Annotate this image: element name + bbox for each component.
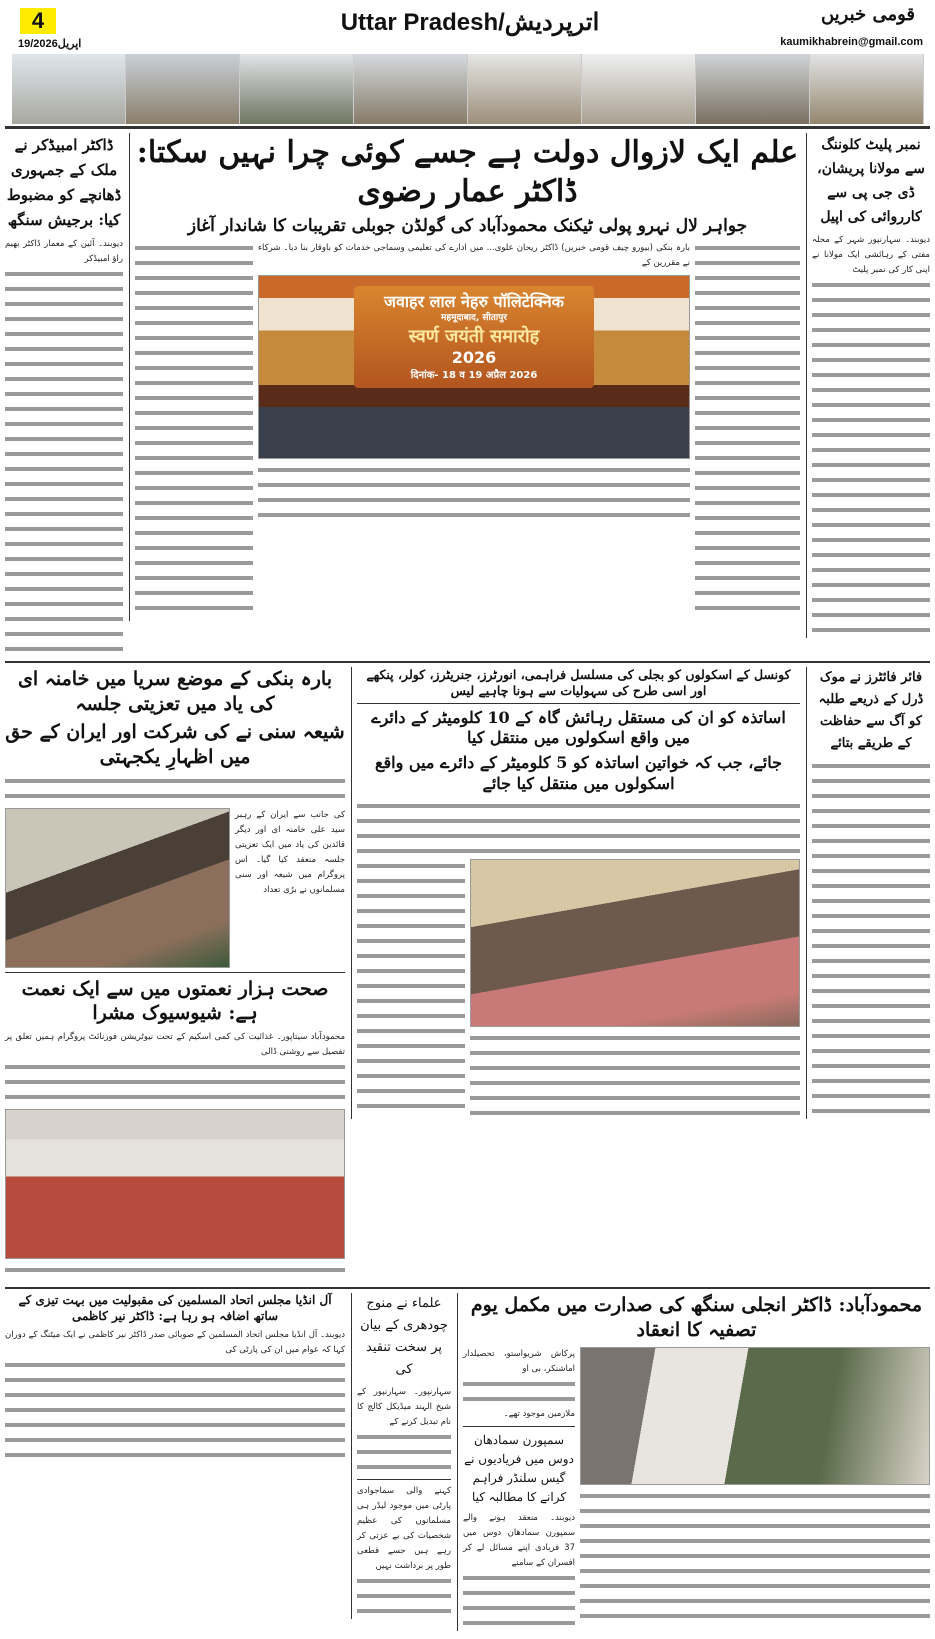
article-aimim-body [5,1358,345,1463]
article-sampoorn-lead: دیوبند۔ منعقد ہونے والے سمپورن سمادھان دوس میں 37 فریادی اپنے مسائل لے کر افسران کے سامنے [463,1512,575,1568]
monuments-banner [12,54,924,124]
main-headline: علم ایک لازوال دولت ہے جسے کوئی چرا نہیں سکتا: ڈاکٹر عمار رضوی [136,135,799,209]
left-column [5,133,123,657]
headline-number-plate: نمبر پلیٹ کلوننگ سے مولانا پریشان، ڈی جی پی سے کارروائی کی اپیل [817,137,925,225]
headline-aimim: آل انڈیا مجلس اتحاد المسلمین کی مقبولیت میں بہت تیزی کے ساتھ اضافہ ہو رہا ہے: ڈاکٹر نیر کاظمی [18,1293,332,1323]
main-article-col-left [135,241,253,621]
bottom-section [5,1293,930,1634]
article-mahmudabad-lead: پرکاش شریواستو، تحصیلدار اماشنکر، بی او [463,1348,575,1374]
main-article-col-bottom [258,463,690,523]
banner-line1: जवाहर लाल नेहरु पॉलिटेक्निक [384,292,564,312]
headline-ambedkar: ڈاکٹر امبیڈکر نے ملک کے جمہوری ڈھانچے کو مضبوط کیا: برجیش سنگھ [6,136,122,229]
article-council-body [357,799,800,859]
samadhan-diwas-meeting-photo [580,1347,930,1485]
headline-sampoorn: سمپورن سمادھان دوس میں فریادیوں نے گیس سلنڈر فراہم کرانے کا مطالبہ کیا [464,1432,574,1504]
banner-year: 2026 [451,347,497,367]
banner-line3: स्वर्ण जयंती समारोह [408,325,540,347]
article-number-plate-lead: دیوبند۔ سہارنپور شہر کے محلہ مفتی کے رہائشی ایک مولانا نے اپنی کار کی نمبر پلیٹ [812,235,930,275]
contact-email[interactable]: kaumikhabrein@gmail.com [780,36,923,48]
barabanki-health-column [5,667,345,1283]
headline-fire-drill: فائر فائٹرز نے موک ڈرل کے ذریعے طلبہ کو آگ سے حفاظت کے طریقے بتائے [818,670,924,751]
headline-teachers-transfer-2: جائے، جب کہ خواتین اساتذہ کو 5 کلومیٹر کے دائرے میں واقع اسکولوں میں منتقل کیا جائے [374,753,783,793]
article-council-col [357,859,465,1119]
article-barabanki-text: کی جانب سے ایران کے رہبر سید علی خامنہ ای اور دیگر قائدین کی یاد میں ایک تعزیتی جلسہ منعقد کیا گیا۔ اس پروگرام میں شیعہ اور سنی مسلمانوں نے بڑی تعداد [235,809,345,895]
article-barabanki-body [5,774,345,804]
headline-ulema: علماء نے منوج چودھری کے بیان پر سخت تنقید کی [360,1296,448,1378]
ulema-column [351,1293,451,1619]
issue-date: 19/اپریل2026 [18,38,82,50]
mahmudabad-body [463,1347,930,1631]
article-number-plate-body [812,278,930,638]
classroom-children-photo [470,859,800,1027]
event-banner [354,286,595,388]
article-ulema-body [357,1430,451,1475]
page-number: 4 [20,8,56,34]
newspaper-logo: قومی خبریں [820,4,915,25]
article-fire-drill-body [812,759,930,1119]
council-column [351,667,800,1119]
headline-barabanki: بارہ بنکی کے موضع سریا میں خامنہ ای کی یاد میں تعزیتی جلسہ [17,668,333,715]
article-health-lead: محمودآباد سیتاپور۔ غذائیت کی کمی اسکیم کے تحت نیوٹریشن فورنائٹ پروگرام ہمیں تعلق پر تفصیل سے روشنی ڈالی [5,1032,345,1058]
students-program-photo [5,1109,345,1259]
top-section [5,133,930,663]
middle-section [5,667,930,1289]
kicker-council-schools: کونسل کے اسکولوں کو بجلی کی مسلسل فراہمی، انورٹرز، جنریٹرز، کولر، پنکھے اور اسی طرح کی سہولیات سے ہونا چاہیے لیس [357,667,800,704]
main-article-center [258,241,690,523]
divider [463,1426,575,1427]
article-ambedkar-lead: دیوبند۔ آئین کے معمار ڈاکٹر بھیم راؤ امبیڈکر [5,239,123,264]
article-aimim-lead: دیوبند۔ آل انڈیا مجلس اتحاد المسلمین کے صوبائی صدر ڈاکٹر نیر کاظمی نے ایک میٹنگ کے دوران کہا کہ عوام میں ان کی پارٹی کی [5,1330,345,1356]
sampoorn-lead-line: ملازمین موجود تھے۔ [503,1408,575,1419]
article-aimim-side-body [357,1574,451,1619]
banner-dates: दिनांक- 18 व 19 अप्रैल 2026 [410,369,538,381]
article-mahmudabad-body [463,1377,575,1407]
main-article-col-right [695,241,800,621]
article-health-body [5,1060,345,1105]
sampoorn-column [463,1347,575,1631]
main-subhead: جواہر لال نہرو پولی ٹیکنک محمودآباد کی گولڈن جوبلی تقریبات کا شاندار آغاز [187,216,748,236]
article-ambedkar-body [5,267,123,657]
page-header [5,0,930,52]
article-council-bottom [470,1031,800,1116]
council-lower [357,859,800,1119]
polytechnic-event-photo [258,275,690,459]
article-ulema-lead: سہارنپور۔ سہارنپور کے شیخ الہند میڈیکل کالج کا نام تبدیل کرنے کے [357,1387,451,1428]
right-column [806,133,930,638]
aimim-column [5,1293,345,1463]
main-column [129,133,800,621]
text-lines [5,1263,345,1283]
barabanki-photo-row [5,808,345,968]
headline-mahmudabad: محمودآباد: ڈاکٹر انجلی سنگھ کی صدارت میں مکمل یوم تصفیہ کا انعقاد [470,1294,923,1341]
article-aimim-side: کہنے والی سماجوادی پارٹی میں موجود لیڈر ہی مسلمانوں کی عظیم شخصیات کی بے عزتی کر رہے ہیں جسے قطعی طور پر برداشت نہیں [357,1486,451,1572]
header-rule [5,126,930,129]
headline-teachers-transfer-1: اساتذہ کو ان کی مستقل رہائش گاہ کے 10 کلومیٹر کے دائرے میں واقع اسکولوں میں منتقل کیا [371,707,786,748]
banner-line2: महमूदाबाद, सीतापुर [440,312,508,323]
section-title: Uttar Pradesh/اترپردیش [340,9,600,36]
mahmudabad-column [457,1293,930,1630]
main-article-body [135,241,800,621]
subhead-barabanki: شیعہ سنی نے کی شرکت اور ایران کے حق میں اظہارِ یکجہتی [5,721,345,769]
article-sampoorn-body [463,1571,575,1631]
fire-drill-column [806,667,930,1119]
divider [5,972,345,973]
headline-health: صحت ہزار نعمتوں میں سے ایک نعمت ہے: شیوسیوک مشرا [21,977,329,1025]
article-mahmudabad-bottom [580,1489,930,1619]
main-article-lead: بارہ بنکی (بیورو چیف قومی خبریں) ڈاکٹر ریحان علوی... میں ادارے کی تعلیمی وسماجی خدمات کو باوقار بنا دیا۔ شرکاء نے مقررین کے [258,243,690,269]
divider [357,1479,451,1480]
condolence-meeting-photo [5,808,230,968]
